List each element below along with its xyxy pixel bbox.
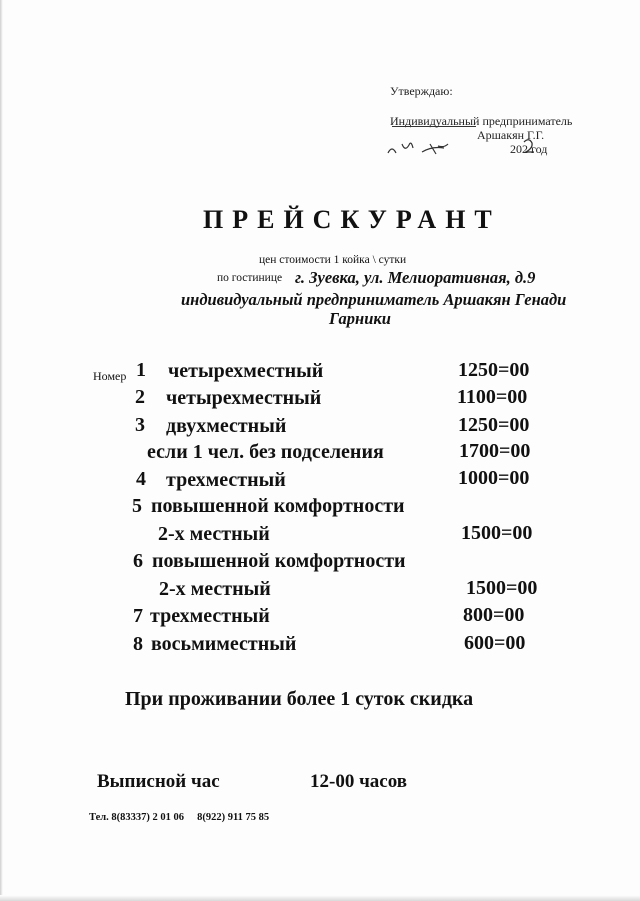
- row-7-desc: трехместный: [150, 605, 270, 627]
- room-label: Номер: [93, 369, 127, 383]
- signatory-name: Аршакян Г.Г.: [477, 128, 545, 142]
- row-1-price: 1250=00: [458, 359, 530, 381]
- row-5-num: 5: [132, 495, 142, 517]
- row-8-price: 600=00: [464, 632, 526, 654]
- discount-note: При проживании более 1 суток скидка: [125, 688, 474, 710]
- contact-phones: Тел. 8(83337) 2 01 06 8(922) 911 75 85: [89, 812, 270, 823]
- scan-edge-left: [0, 0, 3, 901]
- row-1-desc: четырехместный: [168, 360, 324, 382]
- document-title: ПРЕЙСКУРАНТ: [203, 205, 501, 234]
- row-3-desc: двухместный: [166, 415, 287, 437]
- entrepreneur-title: Индивидуальный предприниматель: [390, 114, 573, 128]
- hotel-prefix: по гостинице: [217, 272, 283, 284]
- row-3-price: 1250=00: [458, 414, 530, 436]
- row-4-desc: трехместный: [166, 469, 286, 491]
- date-year: 202 год: [510, 142, 548, 156]
- row-5b-price: 1500=00: [461, 522, 533, 544]
- hotel-address: г. Зуевка, ул. Мелиоративная, д.9: [295, 268, 536, 287]
- approve-label: Утверждаю:: [390, 84, 453, 98]
- row-5b-desc: 2-х местный: [158, 523, 270, 545]
- row-4-num: 4: [136, 468, 146, 490]
- row-6-num: 6: [133, 550, 143, 572]
- checkout-time: 12-00 часов: [310, 771, 408, 792]
- row-7-num: 7: [133, 605, 143, 627]
- handwritten-year-digit: [522, 138, 536, 154]
- row-3-num: 3: [135, 414, 145, 436]
- scan-edge-bottom: [0, 895, 640, 901]
- row-4-price: 1000=00: [458, 467, 530, 489]
- handwritten-date-scribble: [386, 138, 466, 160]
- row-5-desc: повышенной комфортности: [151, 495, 405, 517]
- signature-line: [392, 126, 476, 127]
- row-2-price: 1100=00: [457, 386, 528, 408]
- owner-line-1: индивидуальный предприниматель Аршакян Генади: [181, 290, 567, 309]
- checkout-label: Выписной час: [97, 771, 220, 792]
- row-7-price: 800=00: [463, 604, 525, 626]
- row-8-desc: восьмиместный: [151, 633, 297, 655]
- row-3b-price: 1700=00: [459, 440, 531, 462]
- row-1-num: 1: [136, 359, 146, 381]
- row-6-desc: повышенной комфортности: [152, 550, 406, 572]
- row-8-num: 8: [133, 633, 143, 655]
- row-2-desc: четырехместный: [166, 387, 322, 409]
- row-6b-price: 1500=00: [466, 577, 538, 599]
- row-2-num: 2: [135, 386, 145, 408]
- row-3b-desc: если 1 чел. без подселения: [147, 441, 384, 463]
- row-6b-desc: 2-х местный: [159, 578, 271, 600]
- subtitle: цен стоимости 1 койка \ сутки: [259, 254, 407, 266]
- owner-line-2: Гарники: [329, 309, 391, 328]
